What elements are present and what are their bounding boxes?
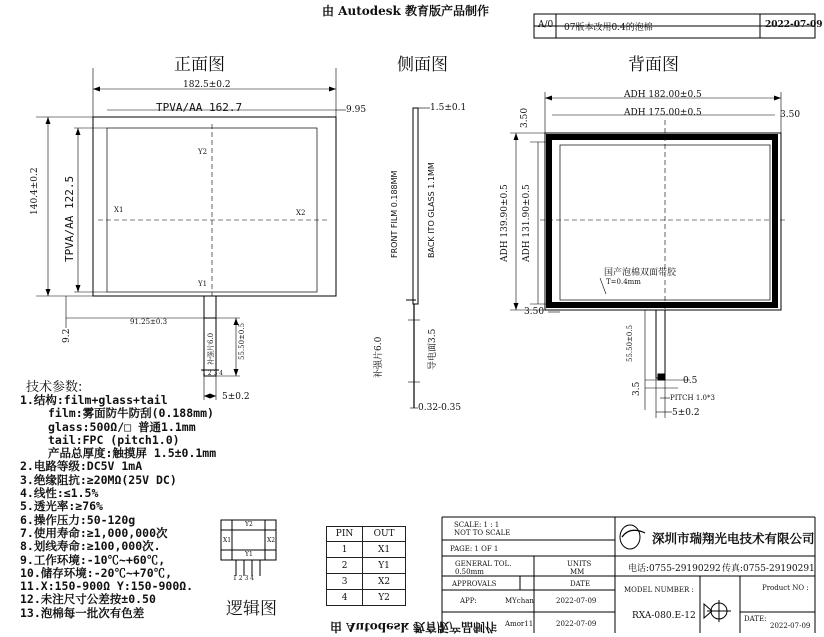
- side-tail-thickness: 0.32-0.35: [418, 403, 462, 413]
- logic-x2: X2: [267, 537, 276, 544]
- pin-table: [326, 526, 406, 606]
- spec-line: 1.结构:film+glass+tail: [20, 393, 168, 407]
- front-view-title: 正面图: [174, 55, 225, 75]
- tb-app: APP:: [460, 597, 477, 605]
- tb-approvals: APPROVALS: [452, 580, 497, 588]
- tb-app-date: 2022-07-09: [556, 597, 597, 605]
- back-tail-width: 5±0.2: [672, 408, 700, 418]
- back-adh-outer-h: ADH 139.90±0.5: [500, 184, 510, 262]
- pin-table-cell: 3: [327, 574, 363, 590]
- spec-line: 8.划线寿命:≥100,000次.: [20, 539, 161, 554]
- pin-table-cell: Y1: [363, 558, 406, 574]
- side-stiffener: 补强片6.0: [374, 336, 384, 378]
- pin-table-cell: X2: [363, 574, 406, 590]
- pin-table-cell: 2: [327, 558, 363, 574]
- logic-y2: Y2: [245, 521, 253, 528]
- tb-fax: 传真:0755-29190291: [722, 564, 815, 574]
- front-x2-label: X2: [296, 209, 306, 217]
- back-margin-left: 3.50: [524, 307, 545, 317]
- front-tpva-aa-v: TPVA/AA 122.5: [63, 175, 76, 262]
- back-margin-right: 3.50: [780, 110, 801, 120]
- logic-y1: Y1: [245, 551, 253, 558]
- back-pitch: PITCH 1.0*3: [670, 394, 715, 402]
- back-adh-outer-w: ADH 182.00±0.5: [624, 90, 702, 100]
- pin-table-header: OUT: [363, 527, 406, 542]
- back-tape-note-1: 国产泡棉双面带胶: [604, 268, 677, 278]
- tb-scale: SCALE: 1 : 1: [454, 521, 500, 529]
- tb-units: UNITS: [567, 560, 592, 568]
- pin-table-cell: 1: [327, 542, 363, 558]
- side-thickness-dim: 1.5±0.1: [430, 103, 467, 113]
- spec-line: 5.透光率:≥76%: [20, 499, 103, 514]
- side-view-title: 侧面图: [397, 55, 448, 75]
- tb-not-to-scale: NOT TO SCALE: [454, 529, 511, 537]
- back-view-title: 背面图: [628, 55, 679, 75]
- tb-drawn-name: Amor11: [505, 620, 534, 628]
- front-offset-bottom: 9.2: [62, 328, 72, 343]
- tb-tol-value: 0.50mm: [455, 568, 484, 576]
- front-x1-label: X1: [114, 206, 124, 214]
- tb-general-tol: GENERAL TOL.: [455, 560, 512, 568]
- tb-company: 深圳市瑞翔光电技术有限公司: [652, 531, 815, 546]
- logic-pins: 1 2 3 4: [233, 575, 254, 582]
- spec-line: film:雾面防牛防刮(0.188mm): [48, 406, 214, 421]
- pin-table-header: PIN: [327, 527, 363, 542]
- front-width-dim: 182.5±0.2: [183, 80, 231, 90]
- front-y2-label: Y2: [198, 148, 208, 156]
- side-conductive: 导电面3.5: [428, 328, 438, 370]
- logic-x1: X1: [223, 537, 232, 544]
- front-tail-length: 55.50±0.5: [238, 322, 246, 360]
- spec-line: 2.电路等级:DC5V 1mA: [20, 459, 143, 474]
- spec-line: 12.未注尺寸公差按±0.50: [20, 592, 156, 607]
- spec-line: 4.线性:≤1.5%: [20, 486, 99, 501]
- spec-line: 产品总厚度:触摸屏 1.5±0.1mm: [48, 446, 217, 461]
- tb-date-label: DATE:: [744, 615, 767, 623]
- spec-line: glass:500Ω/□ 普通1.1mm: [48, 419, 196, 434]
- front-fpc-pins: 1 2 3 4: [202, 370, 223, 377]
- pin-table-cell: Y2: [363, 590, 406, 606]
- front-height-dim: 140.4±0.2: [30, 167, 40, 215]
- front-y1-label: Y1: [198, 280, 208, 288]
- tb-page: PAGE: 1 OF 1: [450, 545, 499, 553]
- logic-view-title: 逻辑图: [226, 599, 277, 619]
- back-adh-inner-w: ADH 175.00±0.5: [624, 108, 702, 118]
- spec-line: 3.绝缘阻抗:≥20MΩ(25V DC): [20, 472, 177, 487]
- front-tail-width: 5±0.2: [222, 392, 250, 402]
- back-dim-35: 3.5: [632, 381, 642, 396]
- pin-table-cell: X1: [363, 542, 406, 558]
- tb-model-label: MODEL NUMBER :: [624, 586, 694, 594]
- top-watermark: 由 Autodesk 教育版产品制作: [322, 4, 490, 18]
- tb-model: RXA-080.E-12: [632, 611, 696, 621]
- back-adh-inner-h: ADH 131.90±0.5: [522, 184, 532, 262]
- spec-line: 9.工作环境:-10℃~+60℃,: [20, 552, 166, 567]
- tb-date: 2022-07-09: [770, 622, 811, 630]
- back-margin-top: 3.50: [520, 107, 530, 128]
- front-stiffener: 补强片6.0: [207, 332, 215, 365]
- front-offset-right: 9.95: [346, 105, 367, 115]
- tb-product-label: Product NO :: [762, 584, 809, 592]
- back-tail-length: 55.50±0.5: [626, 324, 634, 362]
- revision-date: 2022-07-09: [765, 20, 823, 30]
- side-film-label: FRONT FILM 0.188MM: [390, 170, 399, 258]
- back-dim-05: 0.5: [683, 376, 698, 386]
- tb-date-header: DATE: [570, 580, 591, 588]
- spec-line: 11.X:150-900Ω Y:150-900Ω.: [20, 579, 194, 594]
- tb-app-name: MYchan: [505, 597, 534, 605]
- side-glass-label: BACK ITO GLASS 1.1MM: [427, 162, 436, 258]
- spec-line: tail:FPC (pitch1.0): [48, 432, 180, 447]
- spec-line: 7.使用寿命:≥1,000,000次: [20, 525, 168, 540]
- specs-title: 技术参数:: [26, 380, 83, 395]
- bottom-watermark: 由 Autodesk 教育版产品制作: [330, 620, 498, 634]
- revision-id: A/0: [538, 20, 554, 30]
- back-tape-note-2: T=0.4mm: [606, 278, 641, 286]
- specs-list: [20, 394, 216, 620]
- tb-phone: 电话:0755-29190292: [628, 564, 721, 574]
- tb-drawn-date: 2022-07-09: [556, 620, 597, 628]
- front-tail-offset: 91.25±0.3: [130, 318, 168, 326]
- front-tpva-aa-h: TPVA/AA 162.7: [156, 101, 243, 114]
- spec-line: 6.操作压力:50-120g: [20, 512, 136, 527]
- spec-line: 10.储存环境:-20℃~+70℃,: [20, 565, 173, 580]
- spec-line: 13.泡棉每一批次有色差: [20, 605, 145, 620]
- tb-units-value: MM: [570, 568, 585, 576]
- pin-table-cell: 4: [327, 590, 363, 606]
- revision-note: 07版本改用0.4的泡棉: [564, 23, 653, 33]
